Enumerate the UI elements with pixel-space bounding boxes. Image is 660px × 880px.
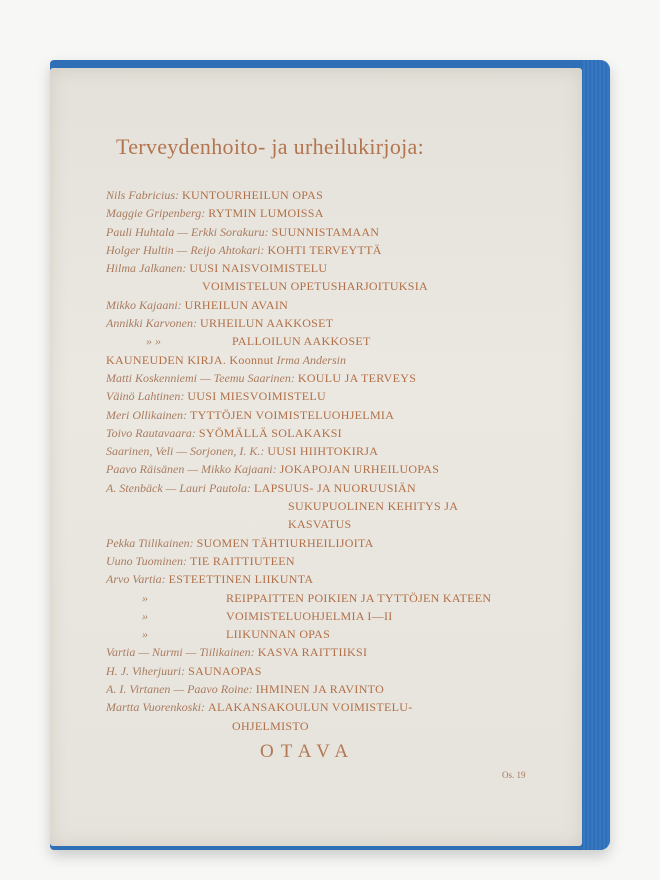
ditto-mark: » xyxy=(142,627,148,642)
author: Saarinen, Veli — Sorjonen, I. K.: xyxy=(106,444,265,459)
list-item xyxy=(106,332,576,350)
title: URHEILUN AVAIN xyxy=(184,297,289,312)
title: UUSI NAISVOIMISTELU xyxy=(189,261,328,276)
list-item xyxy=(106,717,576,735)
editor: Irma Andersin xyxy=(276,352,346,367)
title: KASVA RAITTIIKSI xyxy=(257,645,368,660)
list-item xyxy=(106,186,576,204)
title: ESTEETTINEN LIIKUNTA xyxy=(168,572,314,587)
author: A. I. Virtanen — Paavo Roine: xyxy=(106,682,253,697)
author: Toivo Rautavaara: xyxy=(106,425,196,440)
list-item xyxy=(106,406,576,424)
list-item xyxy=(106,460,576,478)
title: SUKUPUOLINEN KEHITYS JA xyxy=(288,499,459,514)
title: RYTMIN LUMOISSA xyxy=(208,206,324,221)
title: KASVATUS xyxy=(288,517,352,532)
title: URHEILUN AAKKOSET xyxy=(199,316,334,331)
list-item xyxy=(106,296,576,314)
title: TYTTÖJEN VOIMISTELUOHJELMIA xyxy=(189,407,395,422)
publisher-name: OTAVA xyxy=(260,741,356,762)
cover-panel xyxy=(50,68,582,846)
title: IHMINEN JA RAVINTO xyxy=(255,682,385,697)
author: Uuno Tuominen: xyxy=(106,553,187,568)
ditto-mark: » » xyxy=(146,334,161,349)
title: OHJELMISTO xyxy=(232,718,309,733)
catalog-code: Os. 19 xyxy=(502,770,526,780)
book-spine xyxy=(582,60,610,850)
list-item xyxy=(106,680,576,698)
list-item xyxy=(106,662,576,680)
book-list xyxy=(106,186,576,735)
cover-heading: Terveydenhoito- ja urheilukirjoja: xyxy=(116,134,425,159)
list-item xyxy=(106,442,576,460)
list-item xyxy=(106,607,576,625)
ditto-mark: » xyxy=(142,608,148,623)
title: LIIKUNNAN OPAS xyxy=(226,627,331,642)
title: UUSI MIESVOIMISTELU xyxy=(187,389,327,404)
author: H. J. Viherjuuri: xyxy=(106,663,186,678)
author: Vartia — Nurmi — Tiilikainen: xyxy=(106,645,255,660)
list-item xyxy=(106,351,576,369)
title: SAUNAOPAS xyxy=(188,663,262,678)
list-item xyxy=(106,479,576,497)
title: KOULU JA TERVEYS xyxy=(297,370,417,385)
title: TIE RAITTIUTEEN xyxy=(190,553,295,568)
author: Annikki Karvonen: xyxy=(106,316,197,331)
title: SUUNNISTAMAAN xyxy=(271,224,380,239)
title: VOIMISTELUOHJELMIA I—II xyxy=(226,608,393,623)
author: Arvo Vartia: xyxy=(106,572,166,587)
title: LAPSUUS- JA NUORUUSIÄN xyxy=(253,480,416,495)
list-item xyxy=(106,204,576,222)
title: PALLOILUN AAKKOSET xyxy=(232,334,371,349)
list-item xyxy=(106,625,576,643)
author: Väinö Lahtinen: xyxy=(106,389,185,404)
list-item xyxy=(106,515,576,533)
list-item xyxy=(106,497,576,515)
author: Meri Ollikainen: xyxy=(106,407,187,422)
list-item xyxy=(106,589,576,607)
title: KOHTI TERVEYTTÄ xyxy=(267,242,382,257)
list-item xyxy=(106,277,576,295)
list-item xyxy=(106,643,576,661)
ditto-mark: » xyxy=(142,590,148,605)
author: Nils Fabricius: xyxy=(106,188,180,202)
author: A. Stenbäck — Lauri Pautola: xyxy=(106,480,251,495)
list-item xyxy=(106,314,576,332)
title: SYÖMÄLLÄ SOLAKAKSI xyxy=(198,425,342,440)
list-item xyxy=(106,424,576,442)
book-back-cover xyxy=(50,60,610,850)
title: ALAKANSAKOULUN VOIMISTELU- xyxy=(207,700,413,715)
author: Hilma Jalkanen: xyxy=(106,261,187,276)
title: REIPPAITTEN POIKIEN JA TYTTÖJEN KATEEN xyxy=(226,590,492,605)
author: Martta Vuorenkoski: xyxy=(106,700,205,715)
title: KAUNEUDEN KIRJA. Koonnut xyxy=(106,352,274,367)
list-item xyxy=(106,369,576,387)
author: Pekka Tiilikainen: xyxy=(106,535,194,550)
title: KUNTOURHEILUN OPAS xyxy=(182,188,324,202)
list-item xyxy=(106,259,576,277)
list-item xyxy=(106,534,576,552)
list-item xyxy=(106,552,576,570)
title: SUOMEN TÄHTIURHEILIJOITA xyxy=(196,535,374,550)
author: Mikko Kajaani: xyxy=(106,297,182,312)
author: Paavo Räisänen — Mikko Kajaani: xyxy=(106,462,277,477)
title: UUSI HIIHTOKIRJA xyxy=(267,444,379,459)
author: Holger Hultin — Reijo Ahtokari: xyxy=(106,242,265,257)
list-item xyxy=(106,570,576,588)
author: Matti Koskenniemi — Teemu Saarinen: xyxy=(106,370,295,385)
author: Pauli Huhtala — Erkki Sorakuru: xyxy=(106,224,269,239)
title: JOKAPOJAN URHEILUOPAS xyxy=(279,462,440,477)
title: VOIMISTELUN OPETUSHARJOITUKSIA xyxy=(202,279,428,294)
list-item xyxy=(106,698,576,716)
author: Maggie Gripenberg: xyxy=(106,206,206,221)
list-item xyxy=(106,241,576,259)
list-item xyxy=(106,223,576,241)
list-item xyxy=(106,387,576,405)
